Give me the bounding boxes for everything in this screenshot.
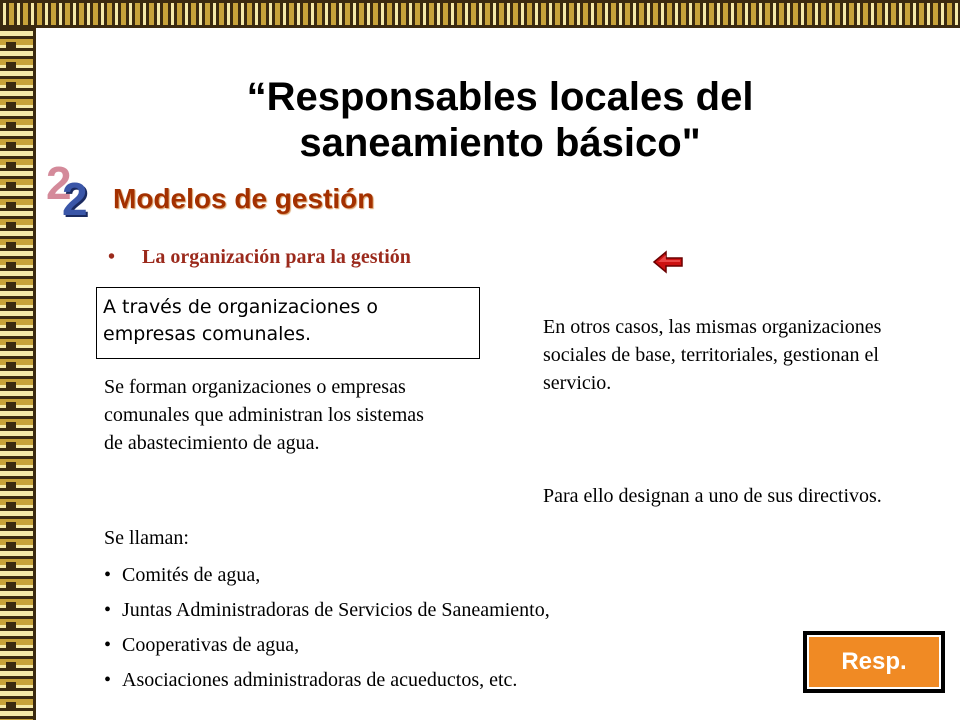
section-number-badge: [46, 156, 106, 236]
list-item-text: Cooperativas de agua,: [122, 634, 300, 656]
list-item-text: Asociaciones administradoras de acueductos, etc.: [122, 669, 518, 691]
slide-title: “Responsables locales del saneamiento básico": [246, 75, 754, 165]
list-bullet: •: [104, 599, 112, 621]
section-number: 2: [62, 173, 88, 225]
list-intro: Se llaman:: [104, 527, 189, 549]
decorative-border-left: [0, 28, 36, 720]
resp-button-label: Resp.: [807, 635, 941, 689]
boxed-text: A través de organizaciones o empresas comunales.: [96, 287, 480, 359]
list-bullet: •: [104, 669, 112, 691]
right-paragraph-2: Para ello designan a uno de sus directivos.: [543, 485, 882, 507]
bullet-dot: •: [108, 246, 116, 268]
list-item: [104, 558, 550, 593]
list-item: [104, 663, 550, 698]
bullet-heading-text: La organización para la gestión: [142, 246, 411, 268]
list-item: [104, 593, 550, 628]
section-title: Modelos de gestión: [113, 183, 375, 214]
back-arrow-icon[interactable]: [652, 250, 684, 274]
right-paragraph-1: En otros casos, las mismas organizaciones sociales de base, territoriales, gestionan el servicio.: [543, 316, 882, 394]
list-item-text: Juntas Administradoras de Servicios de Saneamiento,: [122, 599, 550, 621]
bullet-heading: [108, 246, 411, 269]
list-item: [104, 628, 550, 663]
list-bullet: •: [104, 634, 112, 656]
list-bullet: •: [104, 564, 112, 586]
decorative-border-top: [0, 0, 960, 28]
names-list: [104, 558, 550, 698]
resp-button[interactable]: [803, 631, 945, 693]
list-item-text: Comités de agua,: [122, 564, 261, 586]
left-paragraph: Se forman organizaciones o empresas comunales que administran los sistemas de abastecimiento de agua.: [104, 376, 424, 454]
section-number-shadow: 2: [46, 157, 72, 209]
